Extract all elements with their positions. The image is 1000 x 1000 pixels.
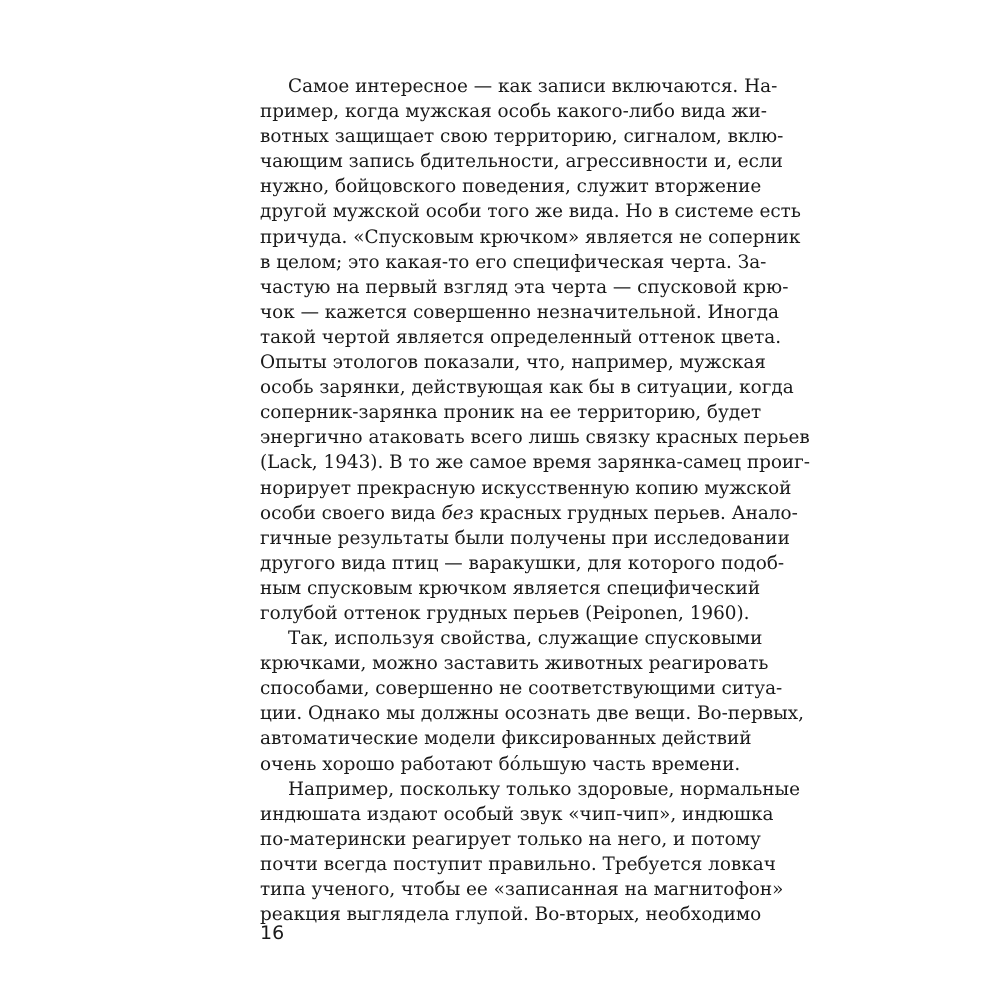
text-line: особь зарянки, действующая как бы в ситуации, когда	[260, 377, 794, 399]
text-line: причуда. «Спусковым крючком» является не соперник	[260, 226, 801, 248]
text-line: Самое интересное — как записи включаются. На-	[288, 76, 778, 97]
text-line: Опыты этологов показали, что, например, мужская	[260, 352, 766, 374]
text-line: (Lack, 1943). В то же самое время зарянка-самец проиг-	[260, 452, 811, 474]
text-line: голубой оттенок грудных перьев (Peiponen, 1960).	[260, 602, 750, 624]
text-line: крючками, можно заставить животных реагировать	[260, 653, 769, 675]
text-line: пример, когда мужская особь какого-либо вида жи-	[260, 101, 767, 123]
text-line: частую на первый взгляд эта черта — спусковой крю-	[260, 276, 789, 298]
text-line: другого вида птиц — варакушки, для которого подоб-	[260, 552, 785, 574]
paragraph-2	[260, 626, 804, 777]
text-line: энергично атаковать всего лишь связку красных перьев	[260, 427, 810, 449]
paragraph-1	[260, 74, 811, 626]
text-line: ным спусковым крючком является специфический	[260, 577, 761, 599]
text-line: такой чертой является определенный оттенок цвета.	[260, 326, 782, 348]
text-line: автоматические модели фиксированных действий	[260, 728, 752, 750]
text-line: очень хорошо работают бóльшую часть времени.	[260, 753, 741, 775]
text-line: способами, совершенно не соответствующими ситуа-	[260, 678, 783, 700]
page-number: 16	[260, 922, 285, 944]
text-line: почти всегда поступит правильно. Требуется ловкач	[260, 853, 776, 875]
text-line: чающим запись бдительности, агрессивности и, если	[260, 151, 783, 173]
text-line: в целом; это какая-то его специфическая черта. За-	[260, 251, 767, 273]
text-line: гичные результаты были получены при исследовании	[260, 527, 790, 549]
text-line: вотных защищает свою территорию, сигналом, вклю-	[260, 126, 784, 148]
text-line: типа ученого, чтобы ее «записанная на магнитофон»	[260, 879, 784, 900]
text-fragment: особи своего вида	[260, 502, 442, 524]
paragraph-3	[260, 777, 801, 928]
text-line: норирует прекрасную искусственную копию мужской	[260, 477, 792, 499]
text-line: чок — кажется совершенно незначительной. Иногда	[260, 301, 779, 323]
text-line: Например, поскольку только здоровые, нормальные	[288, 778, 801, 800]
text-line: индюшата издают особый звук «чип-чип», индюшка	[260, 803, 774, 825]
italic-word: без	[441, 502, 474, 524]
body-text	[260, 74, 811, 927]
text-line: соперник-зарянка проник на ее территорию, будет	[260, 402, 762, 424]
text-line: Так, используя свойства, служащие спусковыми	[288, 628, 763, 650]
text-line: ции. Однако мы должны осознать две вещи. Во-первых,	[260, 703, 804, 725]
text-line: нужно, бойцовского поведения, служит вторжение	[260, 176, 762, 198]
text-line: реакция выглядела глупой. Во-вторых, необходимо	[260, 904, 762, 926]
text-line: другой мужской особи того же вида. Но в системе есть	[260, 201, 801, 223]
text-fragment: красных грудных перьев. Анало-	[473, 502, 798, 524]
text-line-with-italic	[260, 501, 798, 526]
text-line: по-матерински реагирует только на него, и потому	[260, 828, 761, 850]
